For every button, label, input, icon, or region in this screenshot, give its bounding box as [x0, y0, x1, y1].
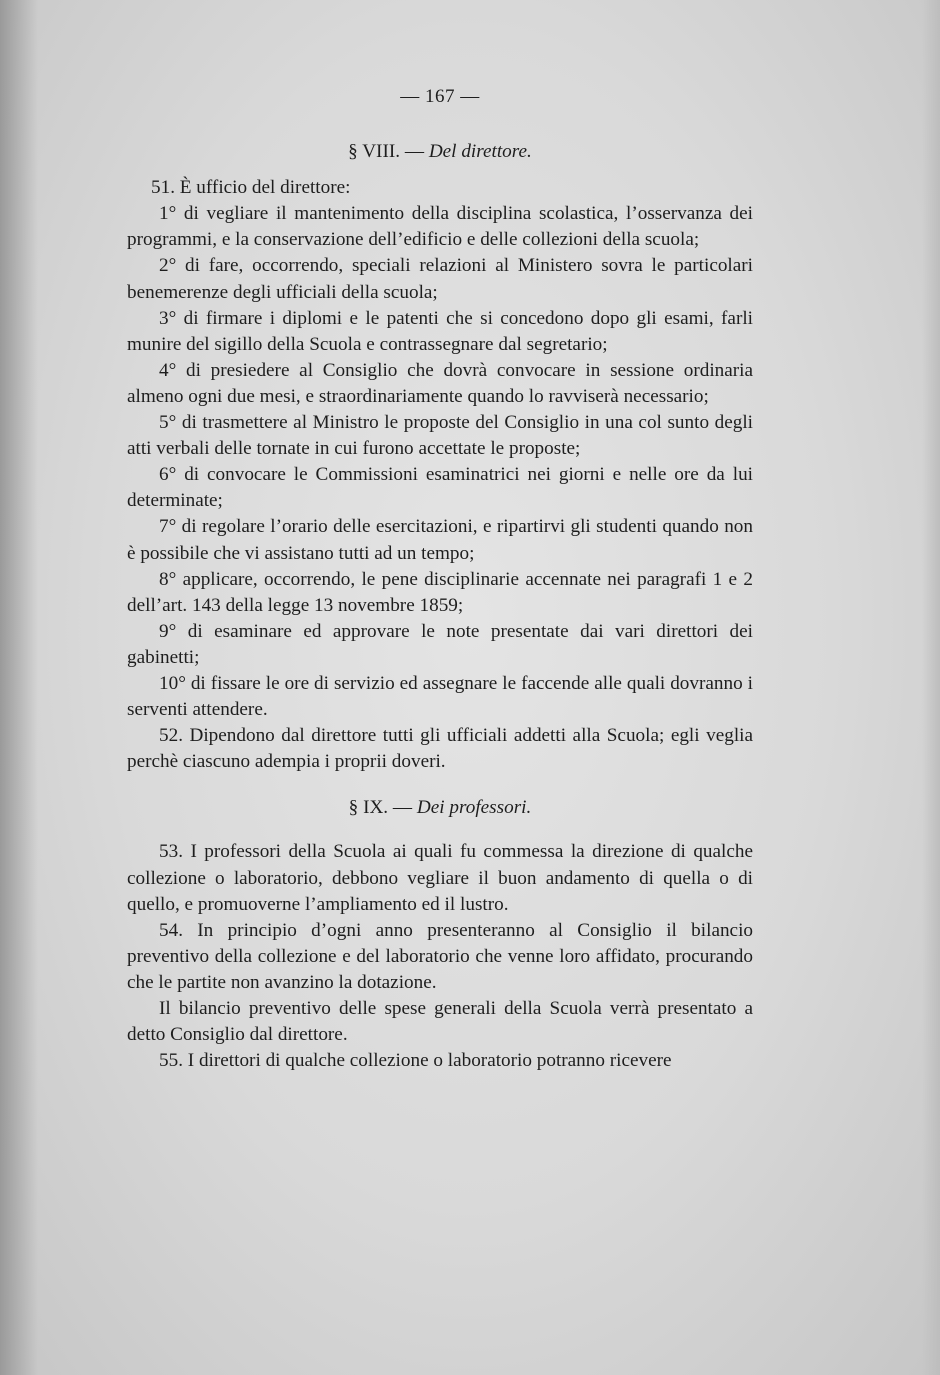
article-54: 54. In principio d’ogni anno presenteranno al Consiglio il bilancio preventivo della collezione e del laboratorio che venne loro affidato, procurando che le partite non avanzino la dotazione. [127, 919, 753, 993]
section-number: § IX. — [348, 797, 413, 819]
section-number: § VIII. — [348, 141, 425, 163]
article-52: 52. Dipendono dal direttore tutti gli ufficiali addetti alla Scuola; egli veglia perchè ciascuno adempia i proprii doveri. [127, 725, 753, 773]
article-53: 53. I professori della Scuola ai quali fu commessa la direzione di qualche collezione o laboratorio, debbono vegliare il buon andamento di quella o di quello, e promuoverne l’ampliamento ed il lustro. [127, 841, 753, 915]
duty-6: 6° di convocare le Commissioni esaminatrici nei giorni e nelle ore da lui determinate; [127, 464, 753, 512]
article-51-intro: 51. È ufficio del direttore: [151, 177, 351, 199]
duty-5: 5° di trasmettere al Ministro le proposte del Consiglio in una col sunto degli atti verbali delle tornate in cui furono accettate le proposte; [127, 412, 753, 460]
page-text [127, 84, 753, 1074]
duty-9: 9° di esaminare ed approvare le note presentate dai vari direttori dei gabinetti; [127, 620, 753, 668]
duty-1: 1° di vegliare il mantenimento della disciplina scolastica, l’osservanza dei programmi, e la conservazione dell’edificio e delle collezioni della scuola; [127, 203, 753, 251]
duty-2: 2° di fare, occorrendo, speciali relazioni al Ministero sovra le particolari benemerenze degli ufficiali della scuola; [127, 255, 753, 303]
article-55: 55. I direttori di qualche collezione o laboratorio potranno ricevere [159, 1050, 672, 1072]
section-title: Del direttore. [428, 141, 532, 163]
duty-8: 8° applicare, occorrendo, le pene disciplinarie accennate nei paragrafi 1 e 2 dell’art. 143 della legge 13 novembre 1859; [127, 568, 753, 616]
duty-3: 3° di firmare i diplomi e le patenti che si concedono dopo gli esami, farli munire del sigillo della Scuola e contrassegnare dal segretario; [127, 307, 753, 355]
section-heading-ix [127, 795, 753, 821]
section-heading-viii [127, 139, 753, 165]
duty-10: 10° di fissare le ore di servizio ed assegnare le faccende alle quali dovranno i serventi attendere. [127, 672, 753, 721]
page-number: — 167 — [400, 86, 480, 107]
duty-4: 4° di presiedere al Consiglio che dovrà convocare in sessione ordinaria almeno ogni due mesi, e straordinariamente quando lo ravviserà necessario; [127, 359, 753, 407]
section-title: Dei professori. [416, 797, 532, 819]
duty-7: 7° di regolare l’orario delle esercitazioni, e ripartirvi gli studenti quando non è possibile che vi assistano tutti ad un tempo; [127, 516, 753, 564]
article-54-budget: Il bilancio preventivo delle spese generali della Scuola verrà presentato a detto Consiglio dal direttore. [127, 998, 753, 1046]
